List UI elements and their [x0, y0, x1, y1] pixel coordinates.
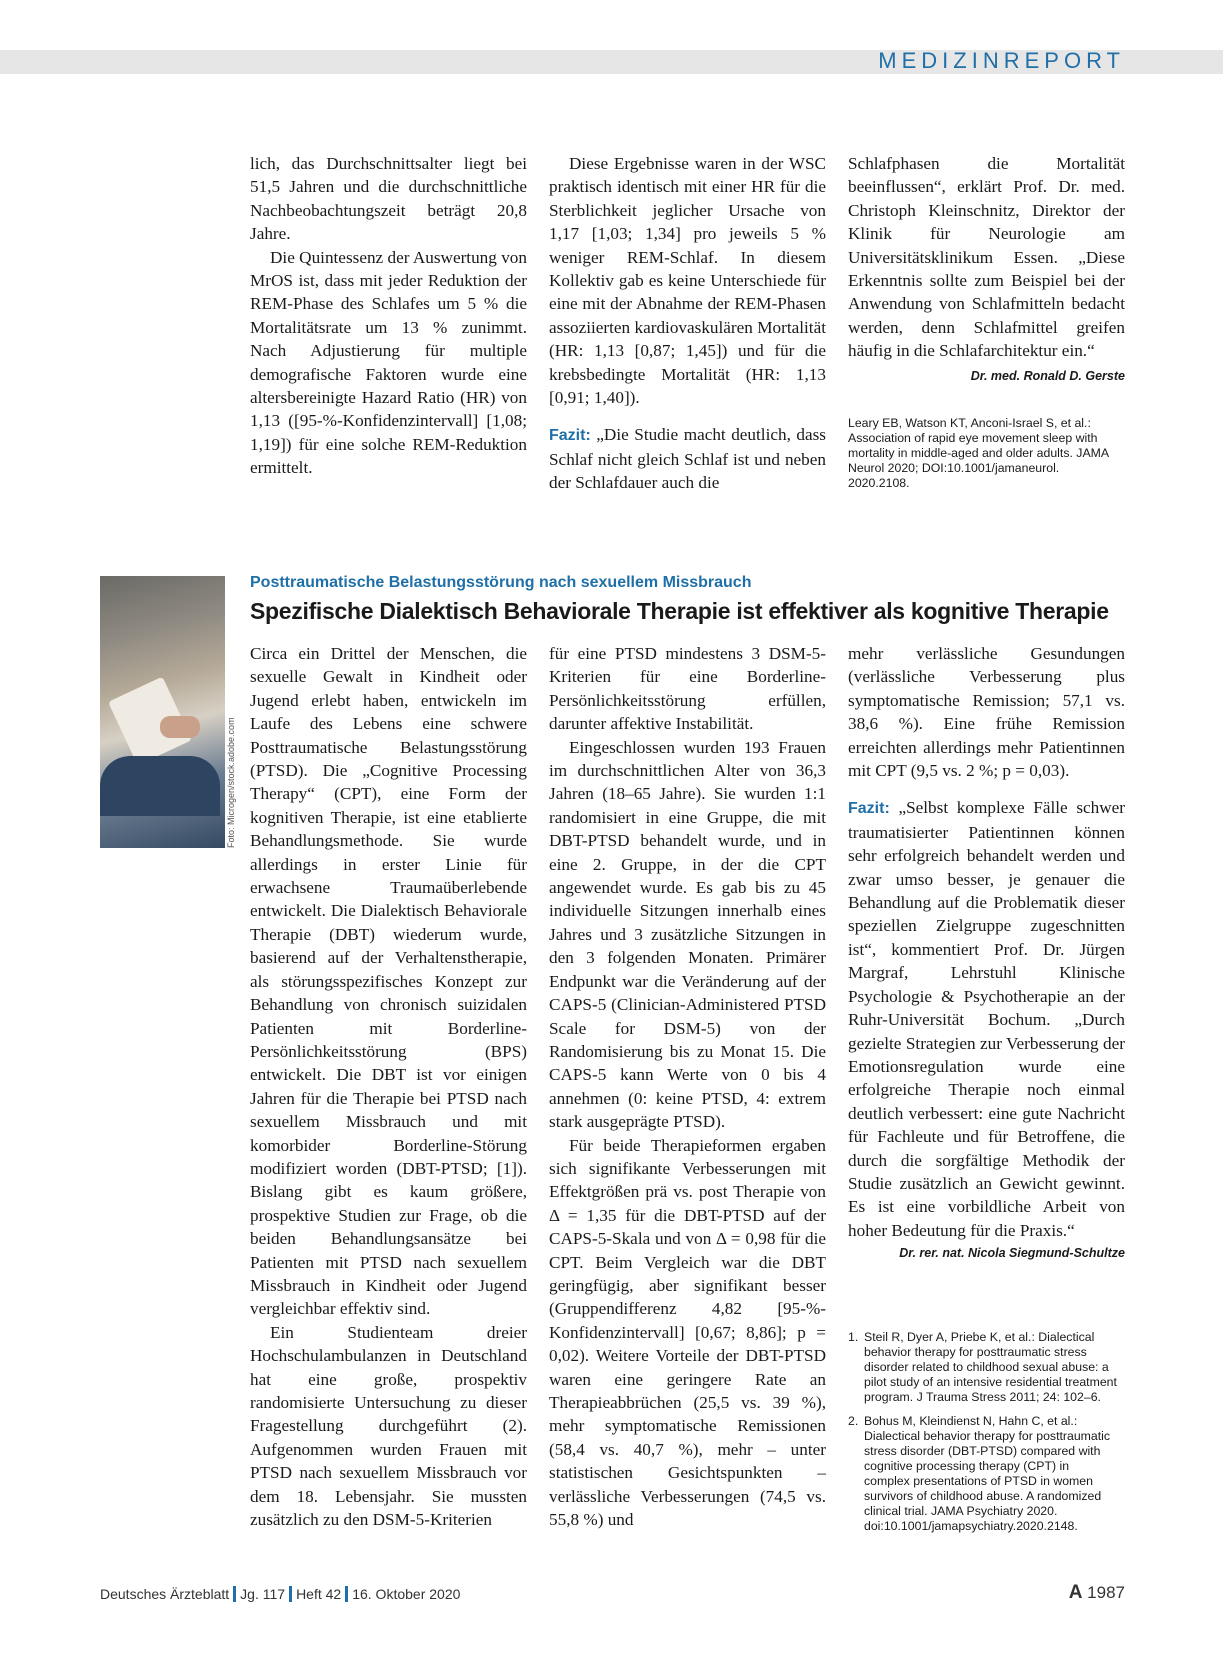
fazit-paragraph: [848, 796, 1125, 1242]
sleeve-shape: [100, 756, 220, 816]
date: 16. Oktober 2020: [352, 1586, 461, 1602]
article1-reference: Leary EB, Watson KT, Anconi-Israel S, et al.: Association of rapid eye movement sleep with mortality in middle-aged and older adults. JAMA Neurol 2020; DOI:10.1001/jamaneurol. 2020.2108.: [848, 416, 1109, 490]
page-prefix: A: [1068, 1582, 1083, 1603]
separator: [345, 1586, 348, 1602]
article-headline: Spezifische Dialektisch Behaviorale Therapie ist effektiver als kognitive Therapie: [250, 598, 1109, 624]
paragraph: Für beide Therapieformen ergaben sich signifikante Verbesserungen mit Effektgrößen prä vs. post Therapie von Δ = 1,35 für die DBT-PTSD auf der CAPS-5-Skala und von Δ = 0,98 für die CPT. Beim Vergleich war die DBT geringfügig, aber signifikant besser (Gruppendifferenz 4,82 [95-%-Konfidenzintervall] [0,67; 8,86]; p = 0,02). Weitere Vorteile der DBT-PTSD waren eine geringere Rate an Therapieabbrüchen (25,5 vs. 39 %), mehr symptomatische Remissionen (58,4 vs. 40,7 %), mehr – unter statistischen Gesichtspunkten – verlässliche Verbesserungen (74,5 vs. 55,8 %) und: [549, 1135, 826, 1530]
paragraph: [848, 152, 1125, 383]
separator: [289, 1586, 292, 1602]
fazit-label: Fazit:: [549, 427, 591, 445]
reference-text: Steil R, Dyer A, Priebe K, et al.: Dialectical behavior therapy for posttraumatic stress disorder related to childhood sexual abuse: a pilot study of an intensive residential treatment program. J Trauma Stress 2011; 24: 102–6.: [864, 1330, 1117, 1404]
article1-column-2: [549, 152, 826, 495]
fazit-paragraph: [549, 423, 826, 494]
article2-column-3: [848, 642, 1125, 1266]
paragraph: Diese Ergebnisse waren in der WSC praktisch identisch mit einer HR für die Sterblichkeit jeglicher Ursache von 1,17 [1,03; 1,34] pro jeweils 5 % weniger REM-Schlaf. In diesem Kollektiv gab es keine Unterschiede für eine mit der Abnahme der REM-Phasen assoziierten kardiovaskulären Mortalität (HR: 1,13 [0,87; 1,45]) und für die krebsbedingte Mortalität (HR: 1,13 [0,91; 1,40]).: [549, 154, 826, 408]
reference-number: 2.: [848, 1414, 859, 1428]
article-photo: [100, 576, 225, 848]
author-byline: Dr. med. Ronald D. Gerste: [970, 368, 1125, 383]
page-number-value: 1987: [1087, 1583, 1125, 1602]
reference-item: [848, 1330, 1118, 1405]
page-number: [1069, 1582, 1125, 1604]
hand-shape: [160, 716, 200, 738]
article-kicker: Posttraumatische Belastungsstörung nach sexuellem Missbrauch: [250, 574, 752, 591]
reference-number: 1.: [848, 1330, 859, 1344]
section-label: MEDIZINREPORT: [878, 48, 1125, 73]
article1-column-3: [848, 152, 1125, 388]
fazit-label: Fazit:: [848, 800, 890, 818]
separator: [233, 1586, 236, 1602]
paragraph: Circa ein Drittel der Menschen, die sexuelle Gewalt in Kindheit oder Jugend erlebt haben, entwickeln im Laufe des Lebens eine schwere Posttraumatische Belastungsstörung (PTSD). Die „Cognitive Processing Therapy“ (CPT), eine Form der kognitiven Therapie, ist eine etablierte Behandlungsmethode. Sie wurde allerdings in erster Linie für erwachsene Traumaüberlebende entwickelt. Die Dialektisch Behaviorale Therapie (DBT) wiederum wurde, basierend auf der Verhaltenstherapie, als störungsspezifisches Konzept zur Behandlung von chronisch suizidalen Patienten mit Borderline-Persönlichkeitsstörung (BPS) entwickelt. Die DBT ist vor einigen Jahren für die Therapie bei PTSD nach sexuellem Missbrauch und mit komorbider Borderline-Störung modifiziert worden (DBT-PTSD; [1]). Bislang gibt es kaum größere, prospektive Studien zur Frage, ob die beiden Behandlungsansätze bei Patienten mit PTSD nach sexuellem Missbrauch in Kindheit oder Jugend vergleichbar effektiv sind.: [250, 644, 527, 1319]
reference-list: [848, 1330, 1118, 1543]
footer: [100, 1586, 460, 1602]
reference-item: [848, 1414, 1118, 1534]
paragraph: Ein Studienteam dreier Hochschulambulanzen in Deutschland hat eine große, prospektiv randomisierte Untersuchung zu dieser Fragestellung durchgeführt (2). Aufgenommen wurden Frauen mit PTSD nach sexuellem Missbrauch vor dem 18. Lebensjahr. Sie mussten zusätzlich zu den DSM-5-Kriterien: [250, 1322, 527, 1530]
paragraph: lich, das Durchschnittsalter liegt bei 51,5 Jahren und die durchschnittliche Nachbeobachtungszeit beträgt 20,8 Jahre.: [250, 154, 527, 244]
issue: Heft 42: [296, 1586, 342, 1602]
reference-text: Bohus M, Kleindienst N, Hahn C, et al.: Dialectical behavior therapy for posttraumatic stress disorder (DBT-PTSD) compared with cognitive processing therapy (CPT) in complex presentations of PTSD in women survivors of childhood abuse. A randomized clinical trial. JAMA Psychiatry 2020. doi:10.1001/jamapsychiatry.2020.2148.: [864, 1414, 1111, 1533]
journal-name: Deutsches Ärzteblatt: [100, 1586, 230, 1602]
article2-column-1: [250, 642, 527, 1531]
paragraph: für eine PTSD mindestens 3 DSM-5-Kriterien für eine Borderline-Persönlichkeitsstörung erfüllen, darunter affektive Instabilität.: [549, 644, 826, 734]
photo-credit: Foto: Microgen/stock.adobe.com: [226, 717, 236, 848]
fazit-text: „Die Studie macht deutlich, dass Schlaf nicht gleich Schlaf ist und neben der Schlafdauer auch die: [549, 425, 826, 493]
article2-column-2: [549, 642, 826, 1531]
article1-column-1: [250, 152, 527, 480]
author-byline: Dr. rer. nat. Nicola Siegmund-Schultze: [899, 1246, 1125, 1261]
paragraph: mehr verlässliche Gesundungen (verlässliche Verbesserung plus symptomatische Remission; 57,1 vs. 38,6 %). Eine frühe Remission erreichten allerdings mehr Patientinnen mit CPT (9,5 vs. 2 %; p = 0,03).: [848, 644, 1125, 781]
fazit-text: „Selbst komplexe Fälle schwer traumatisierter Patientinnen können sehr erfolgreich behandelt werden und zwar umso besser, je genauer die Behandlung auf die Problematik dieser speziellen Zielgruppe zugeschnitten ist“, kommentiert Prof. Dr. Jürgen Margraf, Lehrstuhl Klinische Psychologie & Psychotherapie an der Ruhr-Universität Bochum. „Durch gezielte Strategien zur Verbesserung der Emotionsregulation wurde eine erfolgreiche Therapie noch einmal deutlich verbessert: eine gute Nachricht für Fachleute und für Betroffene, die durch die sorgfältige Methodik der Studie zusätzlich an Gewicht gewinnt. Es ist eine vorbildliche Arbeit von hoher Bedeutung für die Praxis.“: [848, 798, 1125, 1240]
paragraph-text: Schlafphasen die Mortalität beeinflussen“, erklärt Prof. Dr. med. Christoph Kleinschnitz, Direktor der Klinik für Neurologie am Universitätsklinikum Essen. „Diese Erkenntnis sollte zum Beispiel bei der Anwendung von Schlafmitteln bedacht werden, denn Schlafmittel greifen häufig in die Schlafarchitektur ein.“: [848, 154, 1125, 361]
paragraph: Eingeschlossen wurden 193 Frauen im durchschnittlichen Alter von 36,3 Jahren (18–65 Jahre). Sie wurden 1:1 randomisiert in eine Gruppe, die mit DBT-PTSD behandelt wurde, und in eine 2. Gruppe, in der die CPT angewendet wurde. Es gab bis zu 45 individuelle Sitzungen innerhalb eines Jahres und 3 zusätzliche Sitzungen in den 3 folgenden Monaten. Primärer Endpunkt war die Veränderung auf der CAPS-5 (Clinician-Administered PTSD Scale for DSM-5) von der Randomisierung bis zu Monat 15. Die CAPS-5 kann Werte von 0 bis 4 annehmen (0: keine PTSD, 4: extrem stark ausgeprägte PTSD).: [549, 737, 826, 1132]
volume: Jg. 117: [240, 1586, 286, 1602]
paragraph: Die Quintessenz der Auswertung von MrOS ist, dass mit jeder Reduktion der REM-Phase des Schlafes um 5 % die Mortalitätsrate um 13 % zunimmt. Nach Adjustierung für multiple demografische Faktoren wurde eine altersbereinigte Hazard Ratio (HR) von 1,13 ([95-%-Konfidenzintervall] [1,08; 1,19]) für eine solche REM-Reduktion ermittelt.: [250, 247, 527, 478]
